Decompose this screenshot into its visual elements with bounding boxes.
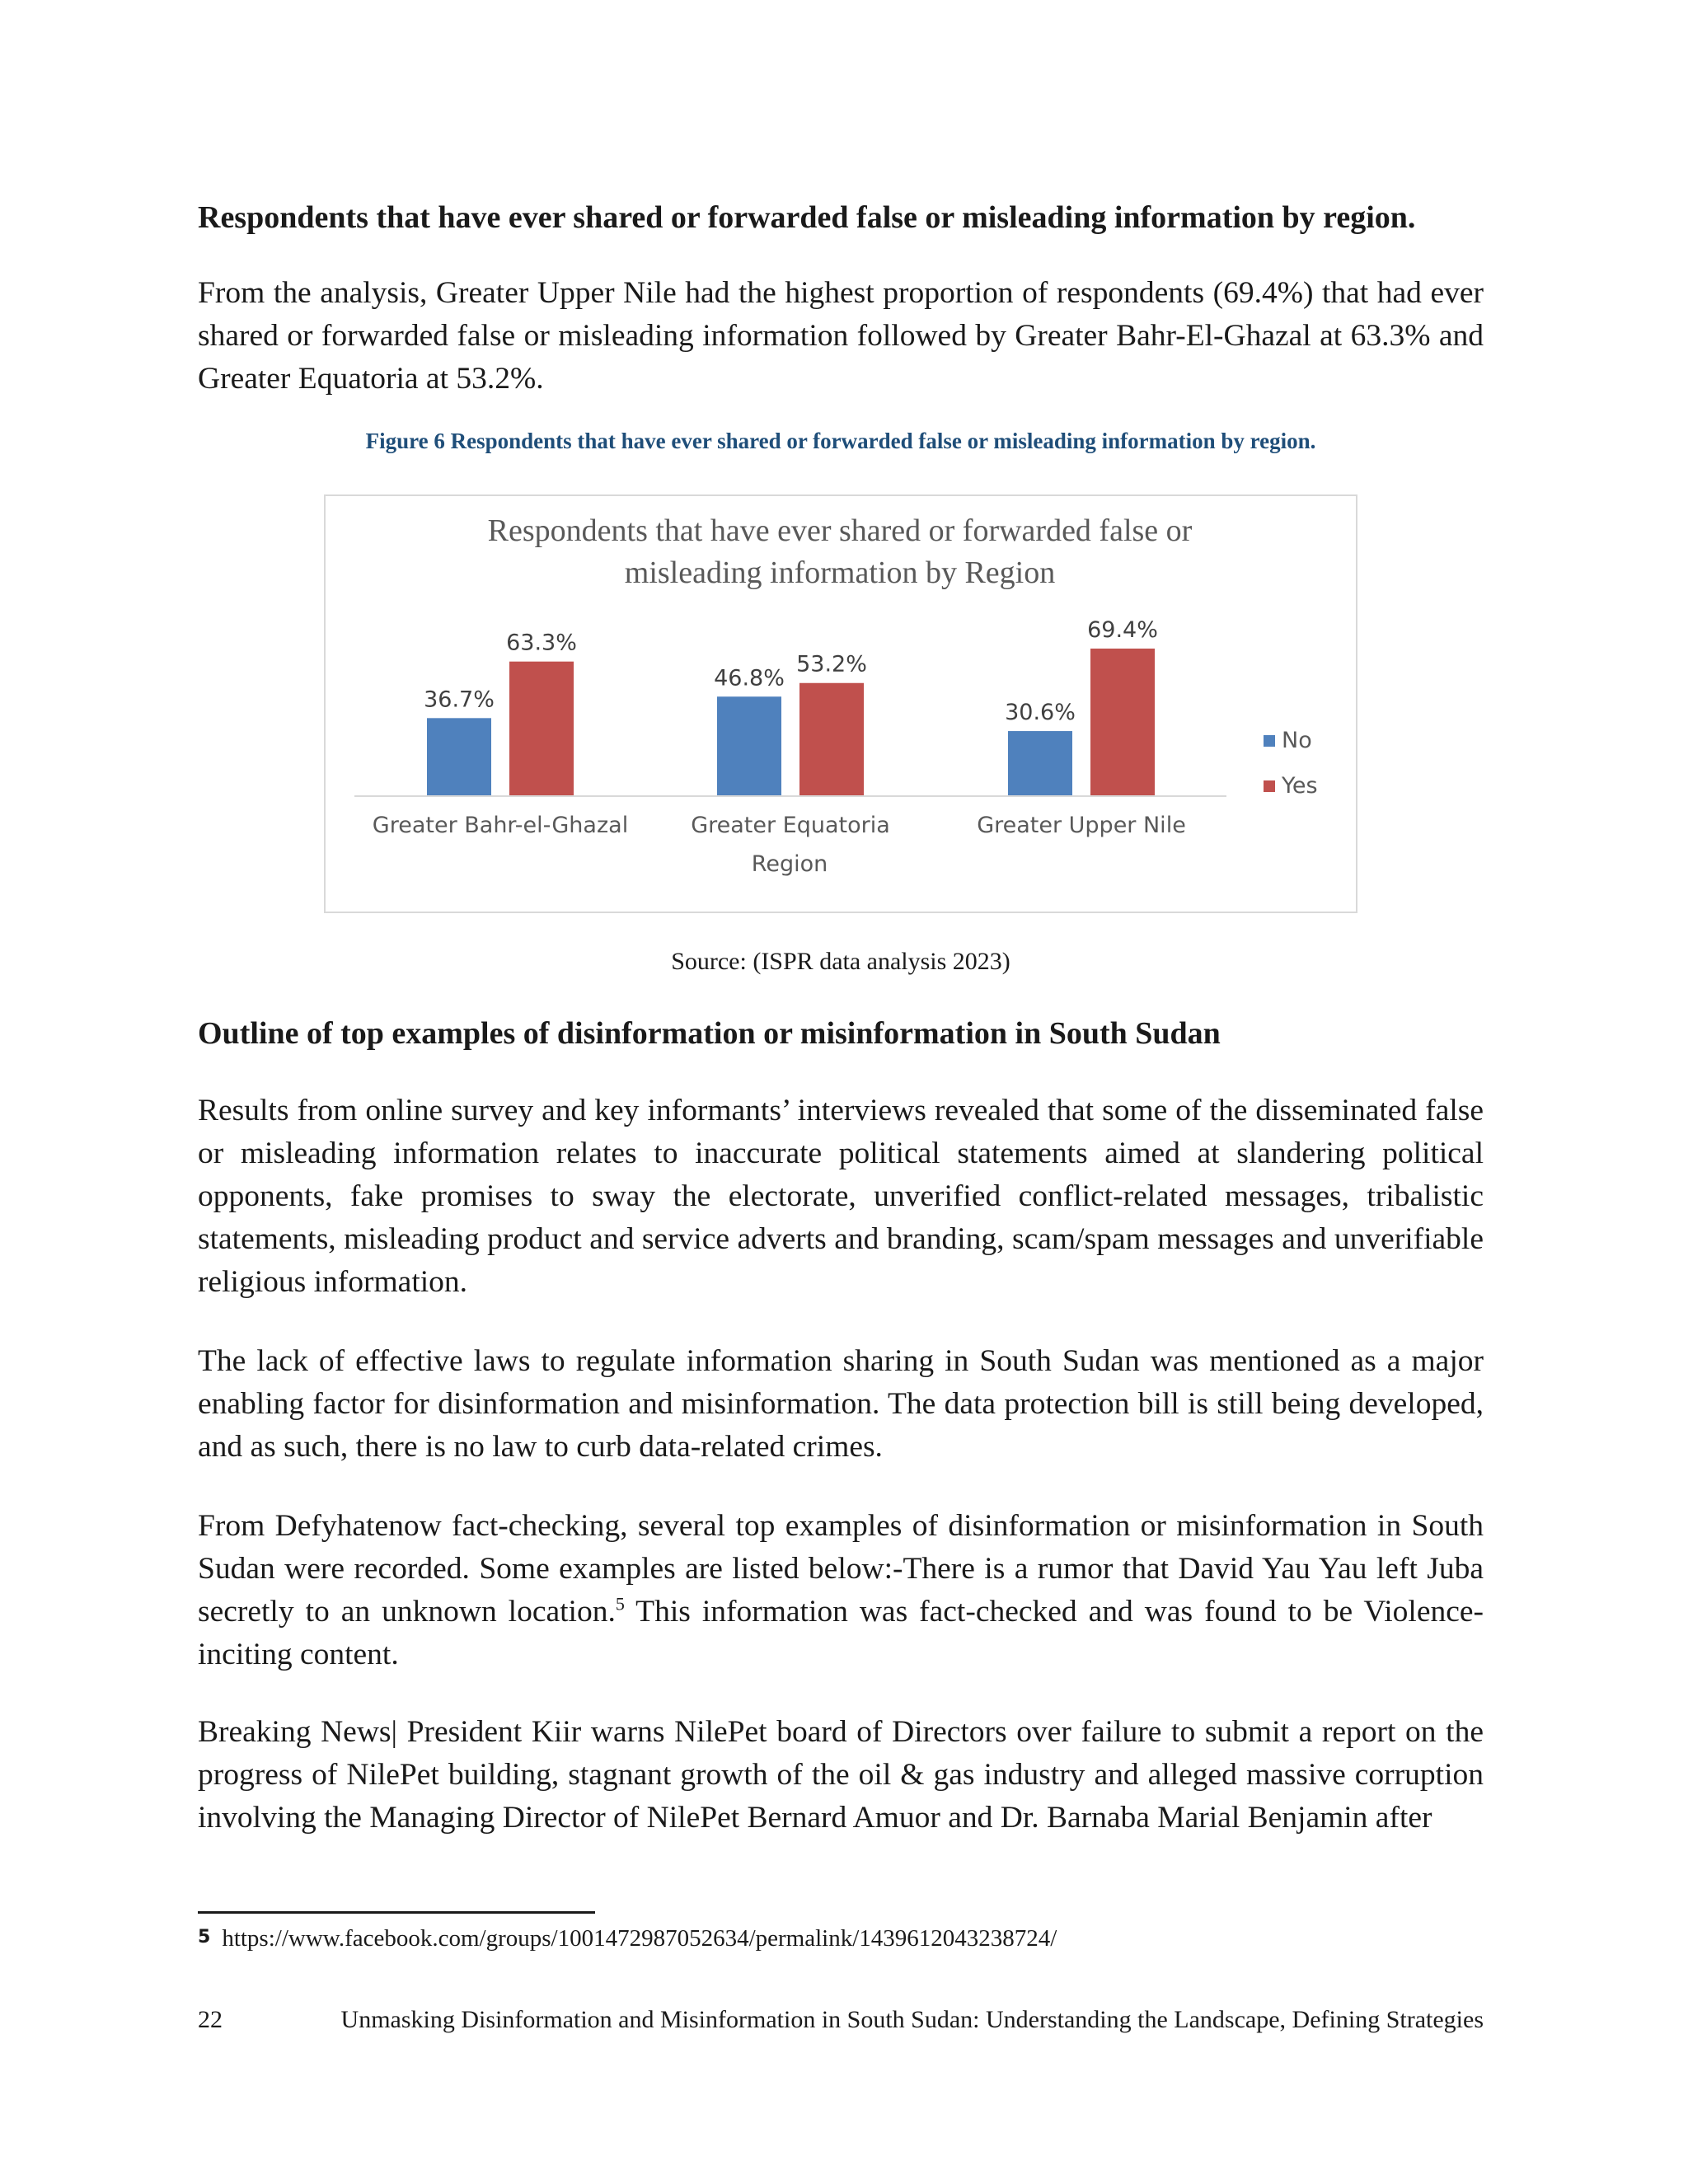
page-footer (198, 2006, 1484, 2034)
paragraph-breaking-news: Breaking News| President Kiir warns NilePet board of Directors over failure to submit a report on the progress of NilePet building, stagnant growth of the oil & gas industry and alleged massive corruption involving the Managing Director of NilePet Bernard Amuor and Dr. Barnaba Marial Benjamin after (198, 1715, 1484, 1835)
x-tick-label-2: Greater Equatoria (691, 813, 890, 838)
paragraph-analysis: From the analysis, Greater Upper Nile had the highest proportion of respondents (69.4%) that had ever shared or forwarded false or misleading information followed by Greater Bahr-El-Ghazal at 63.3% and Greater Equatoria at 53.2%. (198, 276, 1484, 396)
data-label-no-2: 46.8% (714, 665, 785, 691)
bar-no-3 (1008, 731, 1072, 796)
figure-source: Source: (ISPR data analysis 2023) (671, 948, 1010, 975)
legend-label-yes: Yes (1282, 773, 1318, 799)
page-number: 22 (198, 2006, 223, 2033)
paragraph-factcheck (198, 1505, 1484, 1676)
paragraph-factcheck-part2: This information was fact-checked and was found to be Violence-inciting content. (198, 1595, 1484, 1671)
section-heading-outline: Outline of top examples of disinformation or misinformation in South Sudan (198, 1016, 1221, 1051)
data-label-no-3: 30.6% (1005, 700, 1076, 726)
legend-swatch-no (1264, 735, 1275, 747)
data-label-yes-2: 53.2% (796, 651, 867, 677)
footnote-number: 5 (198, 1927, 211, 1947)
x-tick-label-1: Greater Bahr-el-Ghazal (372, 813, 629, 838)
paragraph-factcheck-part1: From Defyhatenow fact-checking, several top examples of disinformation or misinformation in South Sudan were recorded. Some examples are listed below:-There is a rumor that David Yau Yau left Juba secretly to an unknown location. (198, 1509, 1484, 1629)
figure-caption: Figure 6 Respondents that have ever shared or forwarded false or misleading information by region. (365, 429, 1316, 453)
bar-chart (324, 494, 1357, 913)
paragraph-laws: The lack of effective laws to regulate information sharing in South Sudan was mentioned as a major enabling factor for disinformation and misinformation. The data protection bill is still being developed, and as such, there is no law to curb data-related crimes. (198, 1344, 1484, 1464)
chart-title-line2: misleading information by Region (624, 555, 1056, 590)
bar-no-2 (717, 696, 781, 796)
legend-label-no: No (1282, 728, 1312, 753)
document-title: Unmasking Disinformation and Misinformation in South Sudan: Understanding the Landscape, Defining Strategies (340, 2006, 1484, 2033)
bar-yes-2 (799, 683, 864, 796)
data-label-no-1: 36.7% (424, 687, 495, 713)
data-label-yes-3: 69.4% (1087, 616, 1158, 643)
chart-canvas (326, 496, 1356, 912)
section-heading-respondents: Respondents that have ever shared or forwarded false or misleading information by region. (198, 200, 1416, 235)
x-tick-label-3: Greater Upper Nile (977, 813, 1186, 838)
bar-yes-3 (1090, 649, 1155, 796)
x-axis-title: Region (751, 851, 828, 877)
paragraph-results: Results from online survey and key informants’ interviews revealed that some of the disseminated false or misleading information relates to inaccurate political statements aimed at slandering political opponents, fake promises to sway the electorate, unverified conflict-related messages, tribalistic statements, misleading product and service adverts and branding, scam/spam messages and unverifiable religious information. (198, 1094, 1484, 1299)
legend-swatch-yes (1264, 780, 1275, 792)
footnote-divider (198, 1911, 595, 1914)
chart-title-line1: Respondents that have ever shared or forwarded false or (487, 513, 1193, 548)
footnote-link[interactable]: https://www.facebook.com/groups/1001472987052634/permalink/1439612043238724/ (222, 1925, 1057, 1952)
bar-yes-1 (509, 662, 574, 796)
footnote (198, 1925, 1057, 1952)
data-label-yes-1: 63.3% (506, 630, 577, 656)
footnote-ref[interactable]: 5 (615, 1593, 625, 1615)
bar-no-1 (427, 718, 491, 796)
